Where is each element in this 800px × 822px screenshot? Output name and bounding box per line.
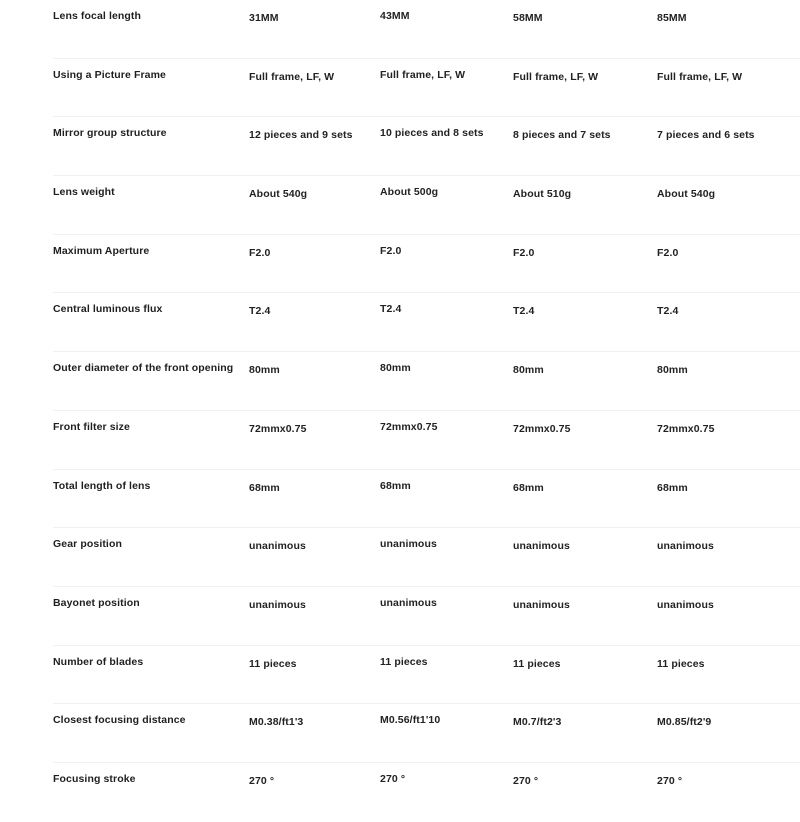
spec-label: Focusing stroke bbox=[53, 772, 136, 785]
spec-value: unanimous bbox=[657, 598, 714, 611]
spec-value: unanimous bbox=[249, 598, 306, 611]
spec-value: M0.85/ft2'9 bbox=[657, 716, 712, 729]
spec-value: 85MM bbox=[657, 12, 687, 24]
spec-value: Full frame, LF, W bbox=[249, 70, 335, 83]
spec-label: Front filter size bbox=[53, 420, 130, 433]
spec-value: 270 ° bbox=[513, 774, 539, 787]
spec-row-bayonet-position bbox=[0, 587, 800, 646]
spec-value: 80mm bbox=[657, 364, 688, 377]
spec-value: 72mmx0.75 bbox=[513, 422, 571, 435]
spec-label: Total length of lens bbox=[53, 479, 151, 492]
spec-value: 270 ° bbox=[657, 774, 683, 787]
spec-row-lens-focal-length bbox=[0, 0, 800, 59]
spec-label: Central luminous flux bbox=[53, 303, 163, 316]
spec-row-number-of-blades bbox=[0, 646, 800, 705]
spec-row-maximum-aperture bbox=[0, 235, 800, 294]
spec-value: unanimous bbox=[513, 598, 570, 611]
spec-value: 11 pieces bbox=[513, 657, 561, 670]
spec-row-mirror-group-structure bbox=[0, 117, 800, 176]
spec-value: 68mm bbox=[657, 481, 688, 494]
spec-value: 72mmx0.75 bbox=[657, 422, 715, 435]
spec-value: 68mm bbox=[249, 481, 280, 494]
spec-value: F2.0 bbox=[513, 246, 535, 259]
spec-value: M0.56/ft1'10 bbox=[380, 714, 441, 727]
spec-value: T2.4 bbox=[657, 305, 679, 318]
spec-label: Number of blades bbox=[53, 655, 144, 668]
spec-value: 270 ° bbox=[380, 772, 406, 785]
spec-value: About 540g bbox=[249, 188, 308, 201]
spec-value: M0.38/ft1'3 bbox=[249, 716, 304, 729]
spec-value: F2.0 bbox=[249, 246, 271, 259]
spec-value: Full frame, LF, W bbox=[513, 70, 599, 83]
spec-value: 80mm bbox=[249, 364, 280, 377]
spec-row-focusing-stroke bbox=[0, 763, 800, 822]
spec-value: 10 pieces and 8 sets bbox=[380, 127, 484, 140]
spec-row-total-length-of-lens bbox=[0, 470, 800, 529]
spec-value: 68mm bbox=[380, 479, 411, 492]
spec-value: unanimous bbox=[513, 540, 570, 553]
spec-label: Maximum Aperture bbox=[53, 244, 150, 257]
spec-value: 11 pieces bbox=[249, 657, 297, 670]
spec-value: 8 pieces and 7 sets bbox=[513, 129, 611, 142]
spec-row-lens-weight bbox=[0, 176, 800, 235]
spec-value: T2.4 bbox=[380, 303, 402, 316]
spec-value: T2.4 bbox=[513, 305, 535, 318]
spec-value: M0.7/ft2'3 bbox=[513, 716, 562, 729]
spec-row-outer-diameter-of-the-front-opening bbox=[0, 352, 800, 411]
spec-value: 12 pieces and 9 sets bbox=[249, 129, 353, 142]
spec-row-gear-position bbox=[0, 528, 800, 587]
spec-value: Full frame, LF, W bbox=[380, 68, 466, 81]
spec-value: T2.4 bbox=[249, 305, 271, 318]
spec-value: 31MM bbox=[249, 12, 279, 24]
spec-label: Gear position bbox=[53, 538, 122, 551]
spec-label: Using a Picture Frame bbox=[53, 68, 166, 81]
spec-value: 80mm bbox=[380, 362, 411, 375]
spec-value: 72mmx0.75 bbox=[249, 422, 307, 435]
spec-row-front-filter-size bbox=[0, 411, 800, 470]
spec-value: 270 ° bbox=[249, 774, 275, 787]
spec-value: F2.0 bbox=[657, 246, 679, 259]
spec-label: Bayonet position bbox=[53, 596, 140, 609]
spec-label: Closest focusing distance bbox=[53, 714, 186, 727]
spec-value: 68mm bbox=[513, 481, 544, 494]
spec-value: unanimous bbox=[657, 540, 714, 553]
spec-label: Lens weight bbox=[53, 186, 115, 199]
spec-value: About 500g bbox=[380, 186, 439, 199]
spec-value: 72mmx0.75 bbox=[380, 420, 438, 433]
spec-value: 80mm bbox=[513, 364, 544, 377]
spec-value: About 510g bbox=[513, 188, 572, 201]
spec-value: unanimous bbox=[380, 596, 437, 609]
spec-value: unanimous bbox=[249, 540, 306, 553]
spec-row-using-a-picture-frame bbox=[0, 59, 800, 118]
spec-value: unanimous bbox=[380, 538, 437, 551]
spec-row-central-luminous-flux bbox=[0, 293, 800, 352]
spec-value: 11 pieces bbox=[380, 655, 428, 668]
spec-value: 11 pieces bbox=[657, 657, 705, 670]
spec-row-closest-focusing-distance bbox=[0, 704, 800, 763]
spec-value: 7 pieces and 6 sets bbox=[657, 129, 755, 142]
spec-value: About 540g bbox=[657, 188, 716, 201]
spec-value: F2.0 bbox=[380, 244, 402, 257]
spec-value: 58MM bbox=[513, 12, 543, 24]
spec-label: Lens focal length bbox=[53, 10, 142, 22]
spec-value: 43MM bbox=[380, 10, 410, 22]
spec-label: Outer diameter of the front opening bbox=[53, 362, 234, 375]
spec-label: Mirror group structure bbox=[53, 127, 167, 140]
spec-value: Full frame, LF, W bbox=[657, 70, 743, 83]
